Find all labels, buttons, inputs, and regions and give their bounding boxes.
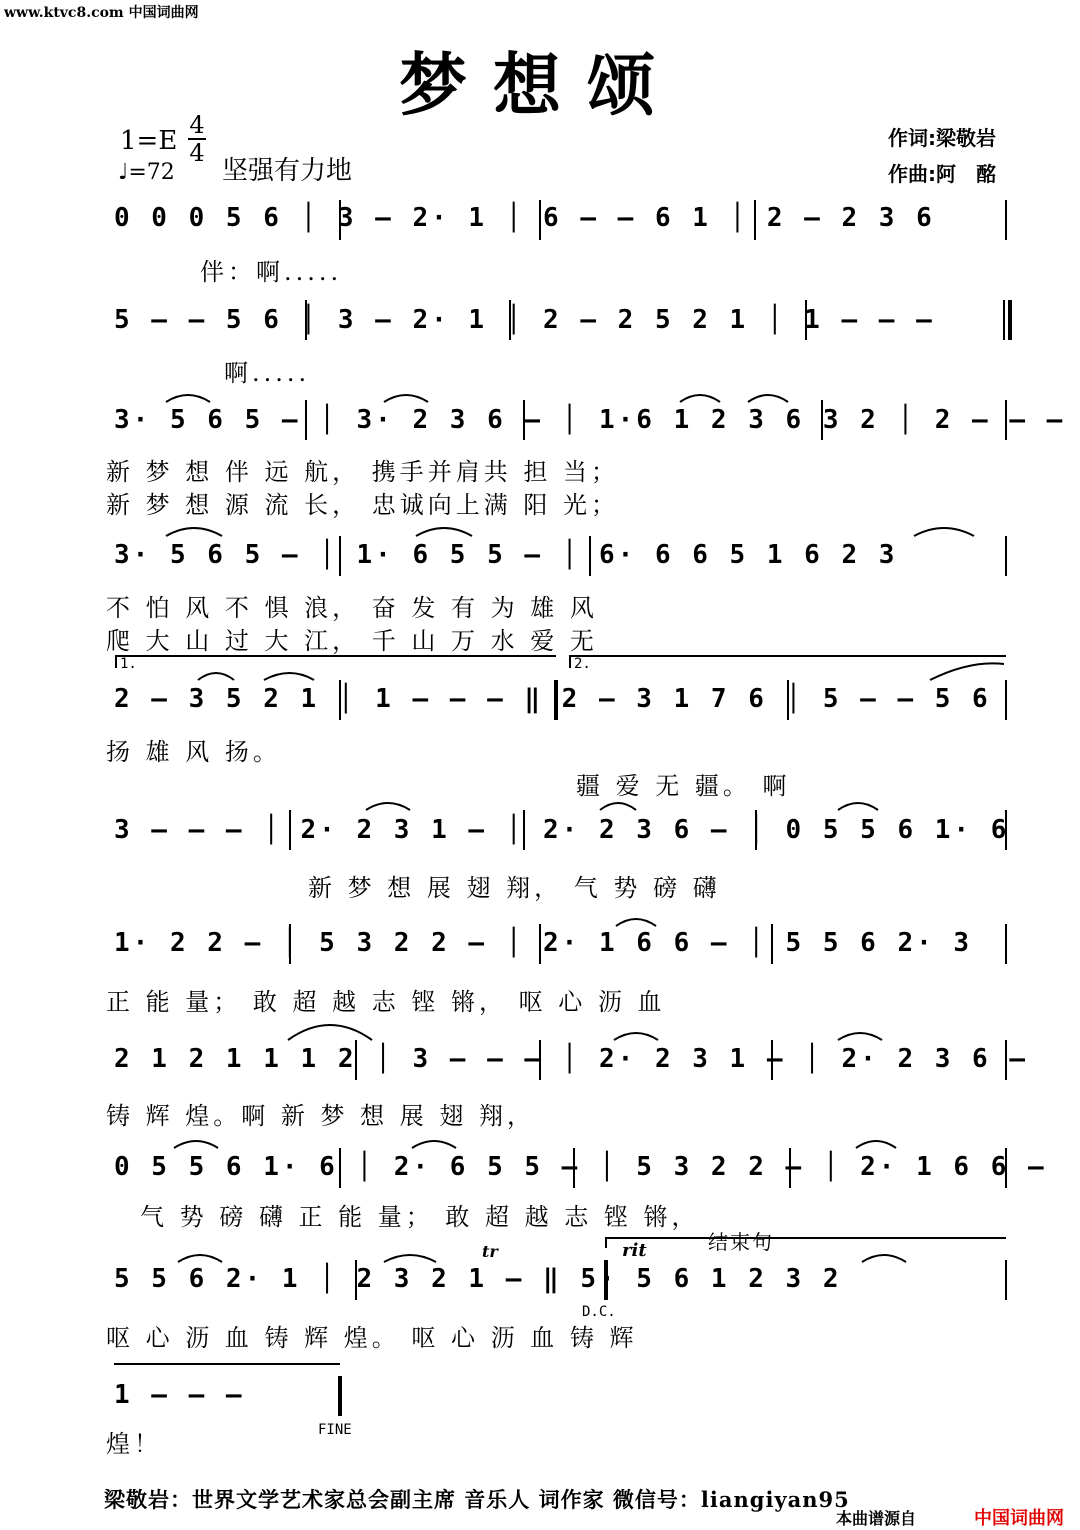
da-capo-mark: D.C. [582, 1304, 616, 1320]
score-row-8-notes: 2 1 2 1 1 1 2 │ 3 – – – │ 2· 2 3 1 – │ 2· 2 3 6 – [114, 1044, 1029, 1074]
style-marking: 坚强有力地 [222, 156, 353, 186]
source-label: 本曲谱源自 [836, 1509, 917, 1528]
score-row-11-notes: 1 – – – [114, 1380, 245, 1410]
score-row-6-notes: 3 – – – │ 2· 2 3 1 – │ 2· 2 3 6 – │ 0 5 5 6 1· 6 [114, 815, 1010, 845]
key-signature: 1=E [120, 126, 178, 156]
song-title: 梦想颂 [398, 47, 681, 126]
score-row-3-notes: 3· 5 6 5 – │ 3· 2 3 6 – │ 1·6 1 2 3 6 3 2 │ 2 – – – [114, 405, 1066, 435]
score-row-4-lyrics-verse-2: 爬 大 山 过 大 江， 千 山 万 水 爱 无 [106, 627, 598, 655]
score-row-3-lyrics-verse-2: 新 梦 想 源 流 长， 忠诚向上满 阳 光； [106, 491, 620, 519]
tempo-marking: ♩=72 [118, 160, 175, 185]
score-row-11-lyrics: 煌！ [106, 1430, 162, 1458]
score-row-4-notes: 3· 5 6 5 – │ 1· 6 5 5 – │ 6· 6 6 5 1 6 2 3 [114, 540, 898, 570]
score-row-8-lyrics: 铸 辉 煌。啊 新 梦 想 展 翅 翔， [106, 1102, 536, 1130]
score-row-9-notes: 0 5 5 6 1· 6 │ 2· 6 5 5 – │ 5 3 2 2 – │ 2· 1 6 6 – [114, 1152, 1047, 1182]
time-bottom: 4 [189, 139, 205, 167]
site-watermark: www.ktvc8.com 中国词曲网 [4, 5, 199, 21]
score-row-4-lyrics-verse-1: 不 怕 风 不 惧 浪， 奋 发 有 为 雄 风 [106, 594, 598, 622]
score-row-2-lyrics: 啊..... [224, 359, 311, 387]
score-row-7-notes: 1· 2 2 – │ 5 3 2 2 – │ 2· 1 6 6 – │ 5 5 6 2· 3 [114, 928, 973, 958]
score-row-1-notes: 0 0 0 5 6 │ 3 – 2· 1 │ 6 – – 6 1 │ 2 – 2 3 6 [114, 203, 935, 233]
score-row-1-lyrics: 伴：啊..... [200, 258, 343, 286]
score-row-5-lyrics-verse-1: 扬 雄 风 扬。 [106, 738, 281, 766]
coda-label: 结束句 [708, 1230, 774, 1254]
author-bio: 梁敬岩：世界文学艺术家总会副主席 音乐人 词作家 微信号：liangiyan95 [104, 1487, 850, 1512]
score-row-9-lyrics: 气 势 磅 礴 正 能 量； 敢 超 越 志 铿 锵， [140, 1203, 700, 1231]
score-row-10-lyrics: 呕 心 沥 血 铸 辉 煌。 呕 心 沥 血 铸 辉 [106, 1324, 638, 1352]
time-top: 4 [189, 111, 205, 139]
ending-1-label: 1. [120, 656, 137, 672]
score-row-2-notes: 5 – – 5 6 │ 3 – 2· 1 │ 2 – 2 5 2 1 │ 1 – – – [114, 305, 935, 335]
ritardando-mark: rit [622, 1240, 647, 1261]
score-row-5-lyrics-verse-2: 疆 爱 无 疆。 啊 [576, 772, 791, 800]
source-site: 中国词曲网 [974, 1508, 1064, 1529]
score-row-10-notes: 5 5 6 2· 1 │ 2 3 2 1 – ‖ 5· 5 6 1 2 3 2 [114, 1264, 842, 1294]
score-row-3-lyrics-verse-1: 新 梦 想 伴 远 航， 携手并肩共 担 当； [106, 458, 620, 486]
trill-mark: tr [482, 1242, 498, 1261]
score-row-6-lyrics: 新 梦 想 展 翅 翔， 气 势 磅 礴 [308, 874, 721, 902]
ending-2-label: 2. [574, 656, 591, 672]
score-row-5-notes: 2 – 3 5 2 1 │ 1 – – – ‖ 2 – 3 1 7 6 │ 5 – – 5 6 [114, 684, 991, 714]
composer-credit: 作曲:阿 酩 [888, 162, 996, 186]
lyricist-credit: 作词:梁敬岩 [888, 126, 996, 150]
fine-mark: FINE [318, 1422, 352, 1438]
score-row-7-lyrics: 正 能 量； 敢 超 越 志 铿 锵， 呕 心 沥 血 [106, 988, 666, 1016]
